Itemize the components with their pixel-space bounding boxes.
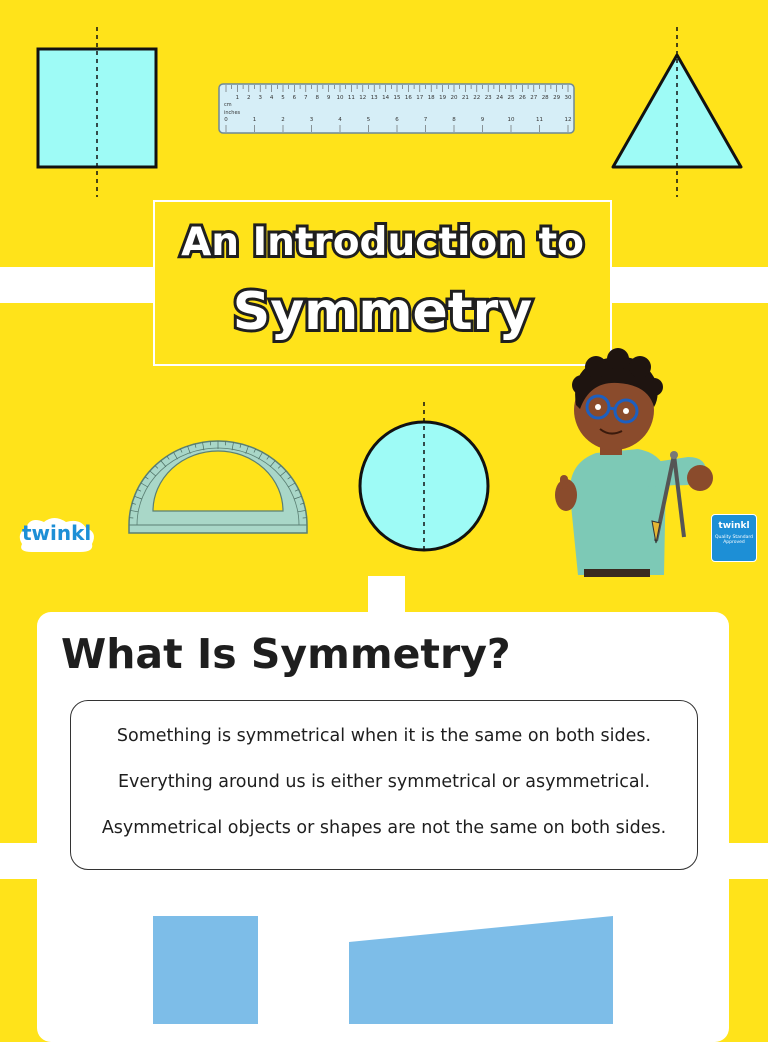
ruler-cm-label: 29 — [553, 95, 560, 101]
definition-line-2: Everything around us is either symmetrical or asymmetrical. — [71, 772, 697, 792]
ruler-cm-label: 15 — [394, 95, 401, 101]
ruler-cm-label: 11 — [348, 95, 355, 101]
title-line-1: An Introduction to — [155, 220, 610, 265]
ruler-cm-label: 16 — [405, 95, 412, 101]
ruler-inch-label: 12 — [565, 117, 572, 123]
ruler-cm-label: 25 — [508, 95, 515, 101]
ruler-inch-label: 2 — [281, 117, 285, 123]
ruler-inch-label: 1 — [253, 117, 257, 123]
ruler-inch-label: 10 — [508, 117, 515, 123]
ruler-cm-label: 9 — [327, 95, 331, 101]
ruler-inch-label: 7 — [424, 117, 428, 123]
ruler-inch-label: 8 — [452, 117, 456, 123]
ruler-cm-label: 1 — [236, 95, 240, 101]
ruler-inch-label: 4 — [338, 117, 342, 123]
ruler-cm-label: 14 — [382, 95, 389, 101]
ruler-cm-label: 23 — [485, 95, 492, 101]
ruler-cm-label: 21 — [462, 95, 469, 101]
ruler-cm-label: 30 — [565, 95, 572, 101]
blue-trapezoid-shape — [349, 914, 615, 1024]
ruler-inch-unit: inches — [224, 110, 241, 116]
twinkl-logo — [14, 514, 98, 554]
circle-shape — [355, 400, 493, 555]
ruler-inch-label: 0 — [224, 117, 228, 123]
boy-character-illustration — [548, 345, 718, 577]
ruler-cm-label: 24 — [496, 95, 503, 101]
twinkl-logo-text: twinkl — [22, 521, 91, 545]
section-heading: What Is Symmetry? — [61, 630, 511, 678]
square-shape — [30, 25, 165, 200]
definition-line-3: Asymmetrical objects or shapes are not the same on both sides. — [71, 818, 697, 838]
definition-box — [70, 700, 698, 870]
ruler-cm-label: 3 — [258, 95, 262, 101]
ruler-cm-label: 12 — [359, 95, 366, 101]
ruler-cm-label: 4 — [270, 95, 274, 101]
triangle-shape — [605, 25, 750, 200]
protractor-image — [125, 437, 311, 539]
ruler-cm-unit: cm — [224, 102, 232, 108]
ruler-inch-label: 3 — [310, 117, 314, 123]
ruler-inch-label: 6 — [395, 117, 399, 123]
ruler-cm-label: 26 — [519, 95, 526, 101]
ruler-cm-label: 28 — [542, 95, 549, 101]
title-line-2: Symmetry — [155, 282, 610, 342]
card-connector-tab — [368, 576, 405, 616]
ruler-cm-label: 19 — [439, 95, 446, 101]
ruler-cm-label: 13 — [371, 95, 378, 101]
ruler-cm-label: 2 — [247, 95, 251, 101]
ruler-inch-label: 11 — [536, 117, 543, 123]
ruler-image — [218, 83, 576, 135]
ruler-cm-label: 18 — [428, 95, 435, 101]
ruler-cm-label: 10 — [337, 95, 344, 101]
ruler-cm-label: 22 — [473, 95, 480, 101]
ruler-cm-label: 8 — [315, 95, 319, 101]
ruler-inch-label: 5 — [367, 117, 371, 123]
ruler-cm-label: 5 — [281, 95, 285, 101]
quality-badge — [711, 514, 757, 562]
ruler-cm-label: 17 — [416, 95, 423, 101]
ruler-cm-label: 6 — [293, 95, 297, 101]
badge-subtext: Quality Standard Approved — [714, 535, 754, 545]
title-box — [153, 200, 612, 366]
ruler-inch-label: 9 — [481, 117, 485, 123]
badge-title: twinkl — [712, 521, 756, 531]
ruler-cm-label: 7 — [304, 95, 308, 101]
blue-rectangle-shape — [153, 916, 258, 1024]
ruler-cm-label: 27 — [530, 95, 537, 101]
ruler-cm-label: 20 — [451, 95, 458, 101]
definition-line-1: Something is symmetrical when it is the same on both sides. — [71, 726, 697, 746]
